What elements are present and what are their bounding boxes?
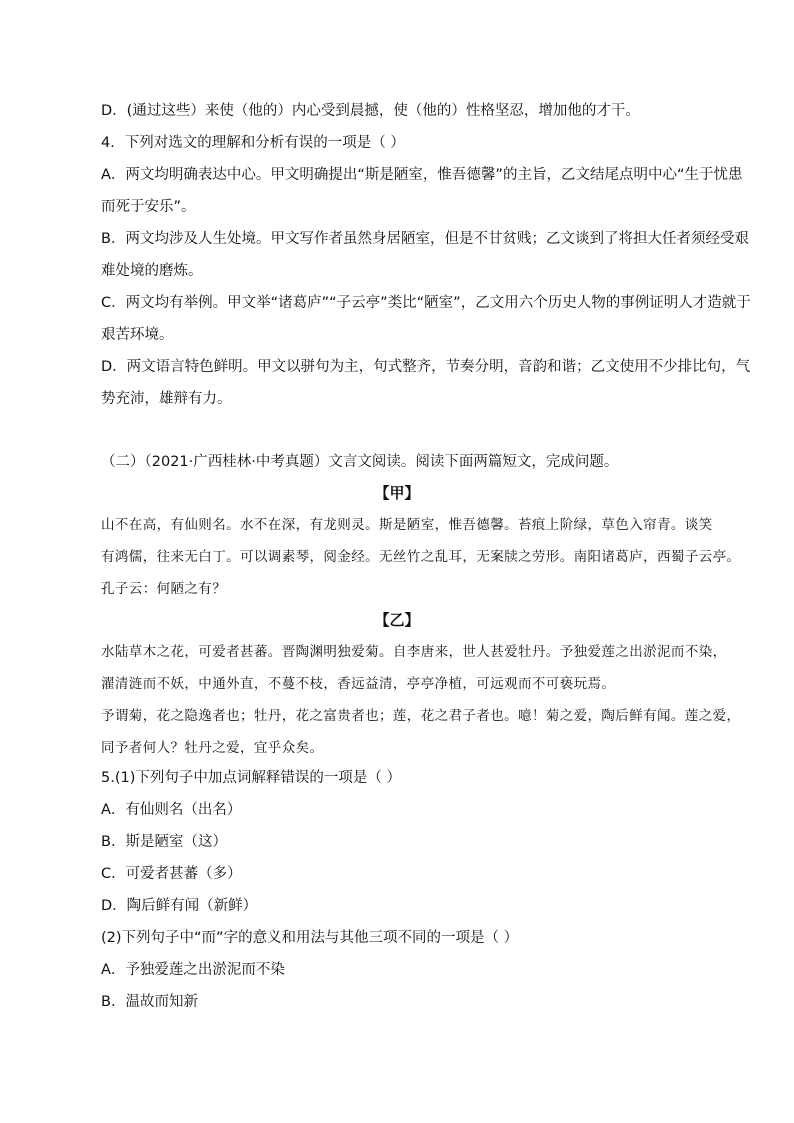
q5-1-option-c: C．可爱者甚蕃（多） xyxy=(101,866,242,882)
section-2-intro: （二）（2021·广西桂林·中考真题）文言文阅读。阅读下面两篇短文，完成问题。 xyxy=(101,454,619,470)
passage-jia-line1: 山不在高，有仙则名。水不在深，有龙则灵。斯是陋室，惟吾德馨。苔痕上阶绿，草色入帘青。谈笑 xyxy=(101,517,713,533)
q4-option-c-line1: C．两文均有举例。甲文举“诸葛庐”“子云亭”类比“陋室”，乙文用六个历史人物的事例证明人才造就于 xyxy=(101,295,751,311)
q4-option-b-line1: B．两文均涉及人生处境。甲文写作者虽然身居陋室，但是不甘贫贱；乙文谈到了将担大任者须经受艰 xyxy=(101,231,749,247)
passage-yi-line3: 予谓菊，花之隐逸者也；牡丹，花之富贵者也；莲，花之君子者也。噫！菊之爱，陶后鲜有闻。莲之爱， xyxy=(101,708,741,724)
passage-yi-line2: 濯清涟而不妖，中通外直，不蔓不枝，香远益清，亭亭净植，可远观而不可亵玩焉。 xyxy=(101,676,616,692)
q4-option-c-line2: 艰苦环境。 xyxy=(101,327,174,343)
q4-option-b-line2: 难处境的磨炼。 xyxy=(101,263,203,279)
passage-yi-heading: 【乙】 xyxy=(374,611,420,629)
q4-option-a-line1: A．两文均明确表达中心。甲文明确提出“斯是陋室，惟吾德馨”的主旨，乙文结尾点明中心“生于忧患 xyxy=(101,167,743,183)
q5-1-option-b: B．斯是陋室（这） xyxy=(101,834,227,850)
q5-2-option-b: B．温故而知新 xyxy=(101,994,198,1010)
passage-yi-line4: 同予者何人？牡丹之爱，宜乎众矣。 xyxy=(101,740,324,756)
q4-option-a-line2: 而死于安乐”。 xyxy=(101,199,196,215)
passage-yi-line1: 水陆草木之花，可爱者甚蕃。晋陶渊明独爱菊。自李唐来，世人甚爱牡丹。予独爱莲之出淤泥而不染， xyxy=(101,644,727,660)
q4-option-d-line1: D．两文语言特色鲜明。甲文以骈句为主，句式整齐，节奏分明，音韵和谐；乙文使用不少排比句，气 xyxy=(101,359,751,375)
option-d-line: D．(通过这些）来使（他的）内心受到晨撼，使（他的）性格坚忍，增加他的才干。 xyxy=(101,103,640,119)
q5-2-option-a: A．予独爱莲之出淤泥而不染 xyxy=(101,962,285,978)
q4-option-d-line2: 势充沛，雄辩有力。 xyxy=(101,391,232,407)
question-5-2-stem: (2)下列句子中“而”字的意义和用法与其他三项不同的一项是（ ） xyxy=(101,930,519,946)
passage-jia-line2: 有鸿儒，往来无白丁。可以调素琴，阅金经。无丝竹之乱耳，无案牍之劳形。南阳诸葛庐，西蜀子云亭。 xyxy=(101,549,741,565)
question-4-stem: 4．下列对选文的理解和分析有误的一项是（ ） xyxy=(101,135,405,151)
q5-1-option-d: D．陶后鲜有闻（新鲜） xyxy=(101,898,258,914)
passage-jia-heading: 【甲】 xyxy=(374,484,420,502)
passage-jia-line3: 孔子云：何陋之有？ xyxy=(101,581,227,597)
q5-1-option-a: A．有仙则名（出名） xyxy=(101,802,242,818)
question-5-1-stem: 5.(1)下列句子中加点词解释错误的一项是（ ） xyxy=(101,770,401,786)
